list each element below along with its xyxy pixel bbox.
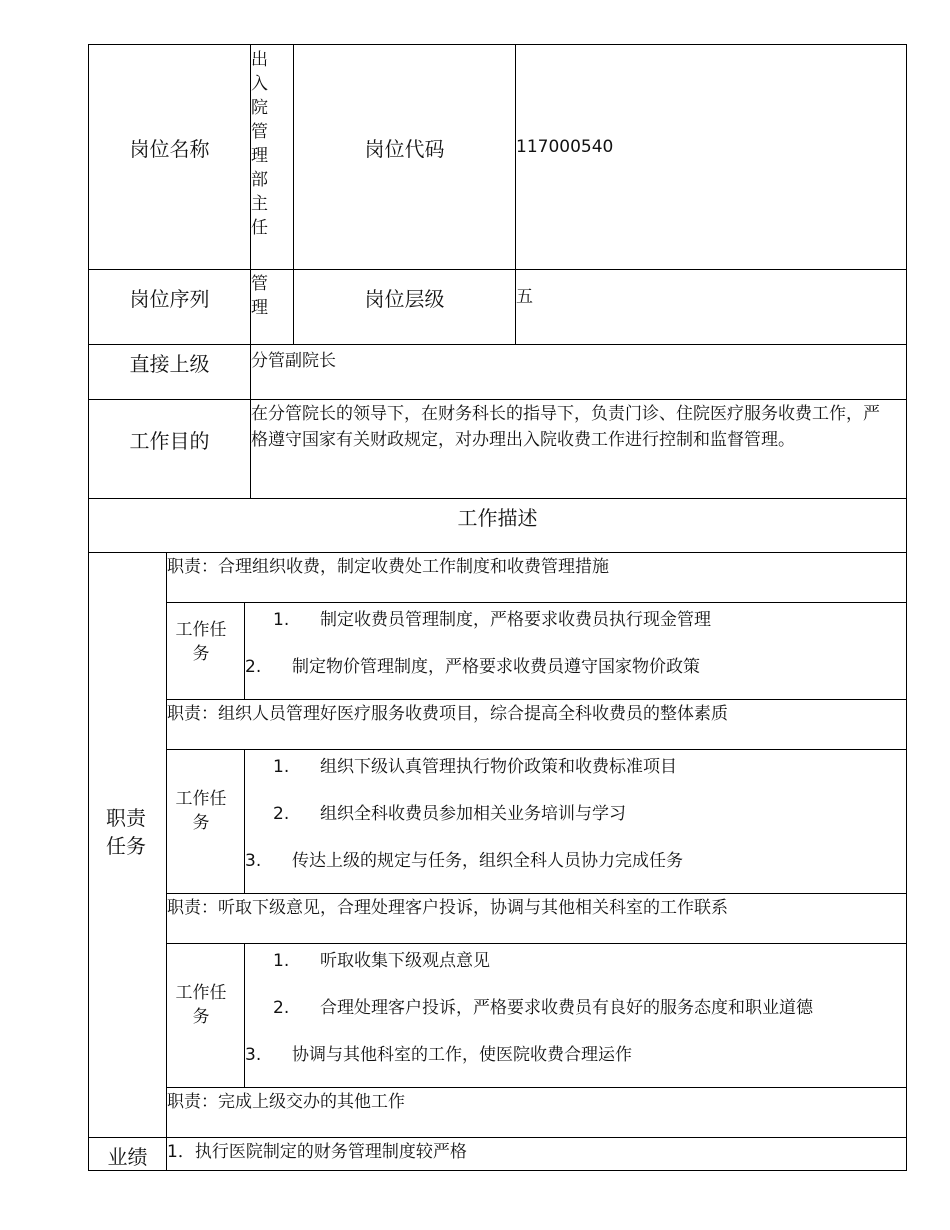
superior-label: 直接上级: [129, 352, 210, 376]
performance-label: 业绩: [107, 1145, 148, 1169]
task-number: 1.: [273, 951, 290, 971]
duty-1-task-label: 工作任务: [175, 620, 227, 664]
duty-3-task-label: 工作任务: [175, 983, 227, 1027]
task-text: 听取收集下级观点意见: [320, 951, 490, 971]
task-number: 1.: [273, 757, 290, 777]
post-series-value: 管理: [251, 274, 268, 318]
duty-4-text: 职责：完成上级交办的其他工作: [167, 1092, 405, 1112]
duty-3-text: 职责：听取下级意见，合理处理客户投诉，协调与其他相关科室的工作联系: [167, 898, 728, 918]
section-title: 工作描述: [457, 506, 538, 530]
duty-3-task-1: [273, 946, 490, 971]
duty-3-task-2: [273, 993, 813, 1018]
task-number: 2.: [273, 804, 290, 824]
job-description-table: [88, 44, 907, 1171]
task-number: 1.: [273, 610, 290, 630]
task-text: 制定物价管理制度，严格要求收费员遵守国家物价政策: [292, 657, 700, 677]
duty-1-task-1: [273, 605, 711, 630]
task-text: 组织下级认真管理执行物价政策和收费标准项目: [320, 757, 677, 777]
purpose-label: 工作目的: [129, 429, 210, 453]
superior-value: 分管副院长: [251, 351, 336, 371]
task-number: 3.: [245, 851, 262, 871]
post-code-label: 岗位代码: [364, 137, 445, 161]
duty-2-text: 职责：组织人员管理好医疗服务收费项目，综合提高全科收费员的整体素质: [167, 704, 728, 724]
duty-2-task-1: [273, 752, 677, 777]
duty-1-text: 职责：合理组织收费，制定收费处工作制度和收费管理措施: [167, 557, 609, 577]
performance-item: 1．执行医院制定的财务管理制度较严格: [167, 1142, 467, 1162]
superior-value-cell: [250, 344, 907, 400]
post-name-value: 出入院管理部主任: [251, 50, 268, 238]
duty-3-task-3: [245, 1040, 632, 1065]
task-text: 协调与其他科室的工作，使医院收费合理运作: [292, 1045, 632, 1065]
task-text: 制定收费员管理制度，严格要求收费员执行现金管理: [320, 610, 711, 630]
post-level-value-cell: [515, 269, 907, 345]
duty-2-task-label: 工作任务: [175, 789, 227, 833]
task-number: 3.: [245, 1045, 262, 1065]
purpose-value: 在分管院长的领导下，在财务科长的指导下，负责门诊、住院医疗服务收费工作，严格遵守国家有关财政规定，对办理出入院收费工作进行控制和监督管理。: [251, 404, 880, 450]
post-code-value: 117000540: [516, 137, 614, 157]
post-name-label: 岗位名称: [129, 137, 210, 161]
post-level-label: 岗位层级: [364, 287, 445, 311]
task-number: 2.: [245, 657, 262, 677]
task-text: 传达上级的规定与任务，组织全科人员协力完成任务: [292, 851, 683, 871]
duty-1-task-2: [245, 652, 700, 677]
post-series-label: 岗位序列: [129, 287, 210, 311]
duty-2-task-3: [245, 846, 683, 871]
task-text: 组织全科收费员参加相关业务培训与学习: [320, 804, 626, 824]
task-number: 2.: [273, 998, 290, 1018]
duty-2-task-2: [273, 799, 626, 824]
post-level-value: 五: [516, 287, 533, 307]
task-text: 合理处理客户投诉，严格要求收费员有良好的服务态度和职业道德: [320, 998, 813, 1018]
duty-label: 职责任务: [106, 806, 146, 858]
